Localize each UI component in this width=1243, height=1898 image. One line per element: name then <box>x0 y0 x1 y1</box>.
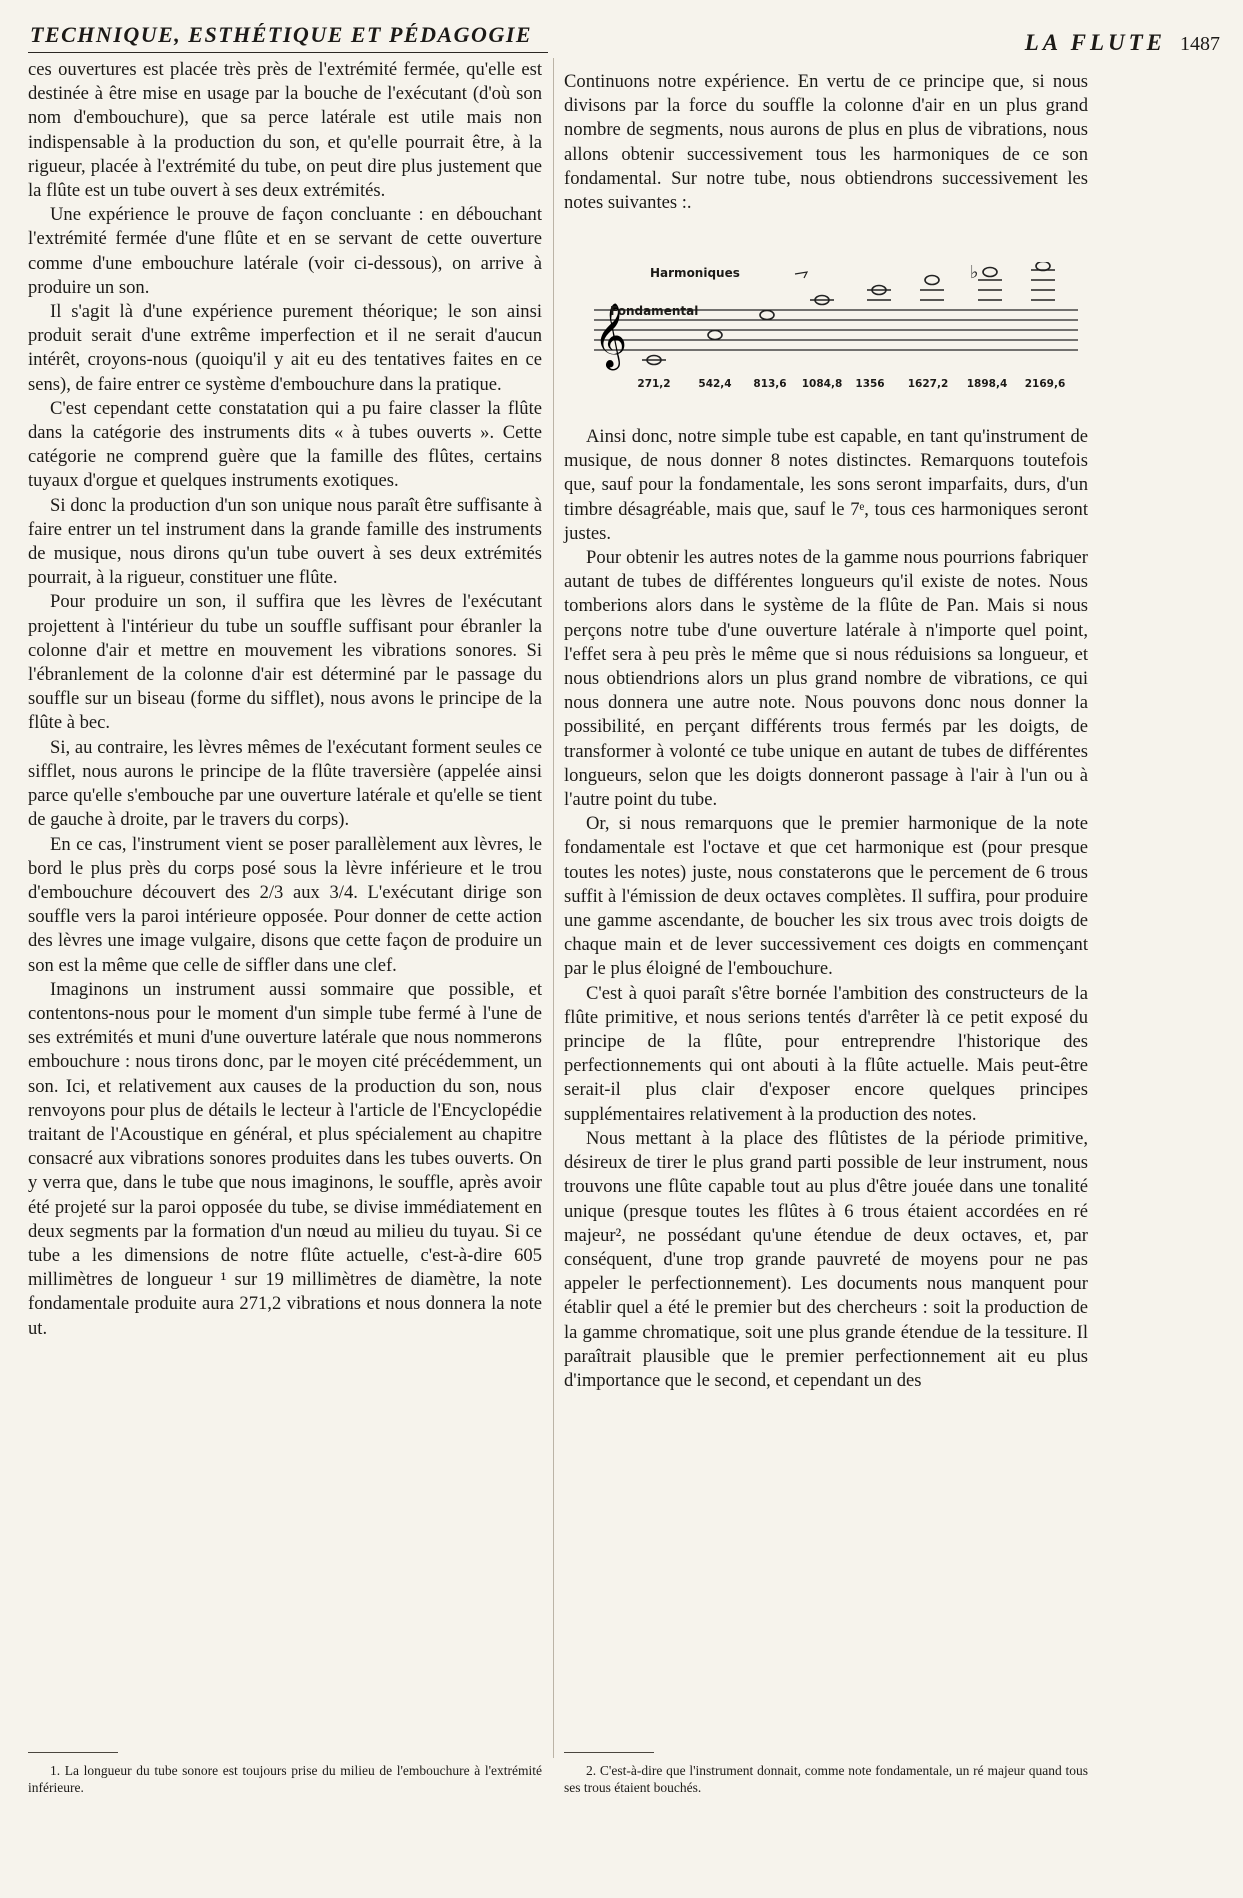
column-divider <box>553 58 554 1758</box>
treble-clef-icon: 𝄞 <box>594 303 628 368</box>
frequency-label: 813,6 <box>753 378 787 390</box>
running-head-title: LA FLUTE <box>1024 30 1166 55</box>
paragraph: C'est à quoi paraît s'être bornée l'ambition des constructeurs de la flûte primitive, et nous serions tentés d'arrêter là ce petit exposé du principe de la flûte, pour entreprendre l'historique des perfectionnements qui ont abouti à la flûte actuelle. Mais peut-être serait-il plus clair d'exposer encore quelques principes supplémentaires relativement à la production des notes. <box>564 982 1088 1125</box>
note-harmonic-3 <box>760 311 774 320</box>
footnote-left <box>28 1762 542 1796</box>
frequency-label: 1898,4 <box>966 378 1008 390</box>
paragraph: En ce cas, l'instrument vient se poser parallèlement aux lèvres, le bord le plus près du corps posé sous la lèvre inférieure et le trou d'embouchure découvert des 2/3 aux 3/4. L'exécutant dirige son souffle vers la paroi intérieure opposée. Pour donner de cette action des lèvres une image vulgaire, disons que cette façon de produire un son est la même que celle de siffler dans une clef. <box>28 833 542 976</box>
footnote-rule-left <box>28 1752 118 1753</box>
paragraph: Or, si nous remarquons que le premier harmonique de la note fondamentale est l'octave et que cet harmonique est (pour presque toutes les notes) juste, nous constaterons que le percement de 6 trous suffit à l'émission de deux octaves complètes. Il suffira, pour produire une gamme ascendante, de boucher les six trous avec trois doigts de chaque main et de lever successivement ces doigts en commençant par le plus éloigné de l'embouchure. <box>564 813 1088 980</box>
header-rule <box>28 52 548 53</box>
note-harmonic-6 <box>920 276 944 301</box>
page-number: 1487 <box>1180 33 1220 55</box>
note-harmonic-4 <box>810 296 834 305</box>
right-column-top <box>564 70 1088 215</box>
footnote-right <box>564 1762 1088 1796</box>
paragraph: Pour produire un son, il suffira que les lèvres de l'exécutant projettent à l'intérieur du tube un souffle suffisant pour ébranler la colonne d'air et mettre en mouvement les vibrations sonores. Si l'ébranlement de la colonne d'air est déterminé par le passage du souffle sur un biseau (forme du sifflet), nous avons le principe de la flûte à bec. <box>28 591 542 734</box>
footnote-rule-right <box>564 1752 654 1753</box>
frequency-label: 2169,6 <box>1024 378 1066 390</box>
note-harmonic-5 <box>867 286 891 301</box>
harmoniques-label: Harmoniques <box>650 266 740 280</box>
paragraph: Imaginons un instrument aussi sommaire que possible, et contentons-nous pour le moment d'un simple tube fermé à l'une de ses extrémités et muni d'une ouverture latérale que nous nommerons embouchure : nous tirons donc, par le moyen cité précédemment, un son. Ici, et relativement aux causes de la production du son, nous renvoyons pour plus de détails le lecteur à l'article de l'Encyclopédie traitant de l'Acoustique en général, et plus spécialement au chapitre consacré aux vibrations sonores produites dans les tubes ouverts. On y verra que, dans le tube que nous imaginons, le souffle, après avoir été projeté sur la paroi opposée du tube, se divise immédiatement en deux segments par la formation d'un nœud au milieu du tuyau. Si ce tube a les dimensions de notre flûte actuelle, c'est-à-dire 605 millimètres de longueur ¹ sur 19 millimètres de diamètre, la note fondamentale produite aura 271,2 vibrations et nous donnera la note ut. <box>28 978 542 1339</box>
svg-text:♭: ♭ <box>970 262 979 283</box>
paragraph: Il s'agit là d'une expérience purement théorique; le son ainsi produit serait d'une extrême imperfection et il ne serait d'aucun intérêt, croyons-nous (quoiqu'il y ait eu des tentatives faites en ce sens), de faire entrer ce système d'embouchure dans la pratique. <box>28 301 542 395</box>
paragraph: Ainsi donc, notre simple tube est capable, en tant qu'instrument de musique, de nous donner 8 notes distinctes. Remarquons toutefois que, sauf pour la fondamentale, les sons seront imparfaits, durs, d'un timbre désagréable, mais que, sauf le 7ᵉ, tous ces harmoniques seront justes. <box>564 426 1088 544</box>
footnote-text: 1. La longueur du tube sonore est toujours prise du milieu de l'embouchure à l'extrémité inférieure. <box>28 1763 542 1795</box>
running-head-right <box>880 30 1220 56</box>
paragraph: Si donc la production d'un son unique nous paraît être suffisante à faire entrer un tel instrument dans la grande famille des instruments de musique, nous dirons qu'un tube ouvert à ses deux extrémités pourrait, à la rigueur, constituer une flûte. <box>28 494 542 589</box>
arrow-mark-icon <box>795 272 807 278</box>
frequency-label: 1084,8 <box>801 378 843 390</box>
paragraph: Une expérience le prouve de façon concluante : en débouchant l'extrémité fermée d'une flûte et en se servant de cette ouverture comme d'une embouchure latérale (voir ci-dessous), on arrive à produire un son. <box>28 204 542 298</box>
frequency-label: 1627,2 <box>907 378 949 390</box>
note-fundamental <box>642 356 666 365</box>
note-harmonic-8 <box>1031 262 1055 300</box>
paragraph: Si, au contraire, les lèvres mêmes de l'exécutant forment seules ce sifflet, nous aurons le principe de la flûte traversière (appelée ainsi parce qu'elle s'embouche par une ouverture latérale et qu'elle se tient de gauche à droite, par le travers du corps). <box>28 736 542 831</box>
note-harmonic-7 <box>970 262 1002 300</box>
right-column <box>564 425 1088 1393</box>
paragraph: C'est cependant cette constatation qui a pu faire classer la flûte dans la catégorie des instruments dits « à tubes ouverts ». Cette catégorie ne comprend guère que la famille des flûtes, certains tuyaux d'orgue et quelques instruments exotiques. <box>28 397 542 492</box>
frequency-label: 1356 <box>855 378 885 390</box>
fondamental-label: Fondamental <box>610 304 699 318</box>
left-column <box>28 58 542 1341</box>
frequency-label: 542,4 <box>698 378 732 390</box>
running-head-left: TECHNIQUE, ESTHÉTIQUE ET PÉDAGOGIE <box>30 22 533 47</box>
frequency-label: 271,2 <box>637 378 671 390</box>
paragraph: ces ouvertures est placée très près de l'extrémité fermée, qu'elle est destinée à être mise en usage par la bouche de l'exécutant (d'où son nom d'embouchure), que sa perce latérale est utile mais non indispensable à la production du son, et qu'elle pourrait être, à la rigueur, placée à l'extrémité du tube, on peut dire plus justement que la flûte est un tube ouvert à ses deux extrémités. <box>28 59 542 202</box>
harmonics-staff-figure <box>580 262 1080 407</box>
paragraph: Pour obtenir les autres notes de la gamme nous pourrions fabriquer autant de tubes de différentes longueurs qu'il existe de notes. Nous tomberions alors dans le système de la flûte de Pan. Mais si nous perçons notre tube d'une ouverture latérale à n'importe quel point, l'effet sera à peu près le même que si nous réduisions sa longueur, et nous obtiendrions alors un plus grand nombre de vibrations, ce qui nous donnera une autre note. Nous pouvons donc nous donner la possibilité, en perçant différents trous fermés par les doigts, de transformer à volonté ce tube unique en autant de tubes de différentes longueurs, selon que les doigts donneront passage à l'air à l'un ou à l'autre point du tube. <box>564 547 1088 811</box>
paragraph: Continuons notre expérience. En vertu de ce principe que, si nous divisons par la force du souffle la colonne d'air en un plus grand nombre de segments, nous aurons de plus en plus de vibrations, nous allons obtenir successivement tous les harmoniques de ce son fondamental. Sur notre tube, nous obtiendrons successivement les notes suivantes :. <box>564 71 1088 214</box>
note-harmonic-2 <box>708 331 722 340</box>
paragraph: Nous mettant à la place des flûtistes de la période primitive, désireux de tirer le plus grand parti possible de leur instrument, nous trouvons une flûte capable tout au plus d'être jouée dans une tonalité unique (presque toutes les flûtes à 6 trous étaient accordées en ré majeur², ne possédant qu'une étendue de deux octaves, et, par conséquent, d'une trop grande pauvreté de moyens pour ne pas appeler le perfectionnement). Les documents nous manquent pour établir quel a été le premier but des chercheurs : soit la production de la gamme chromatique, soit une plus grande étendue de la tessiture. Il paraîtrait plausible que le premier perfectionnement ait eu plus d'importance que le second, et cependant un des <box>564 1127 1088 1391</box>
footnote-text: 2. C'est-à-dire que l'instrument donnait, comme note fondamentale, un ré majeur quand tous ses trous étaient bouchés. <box>564 1763 1088 1795</box>
